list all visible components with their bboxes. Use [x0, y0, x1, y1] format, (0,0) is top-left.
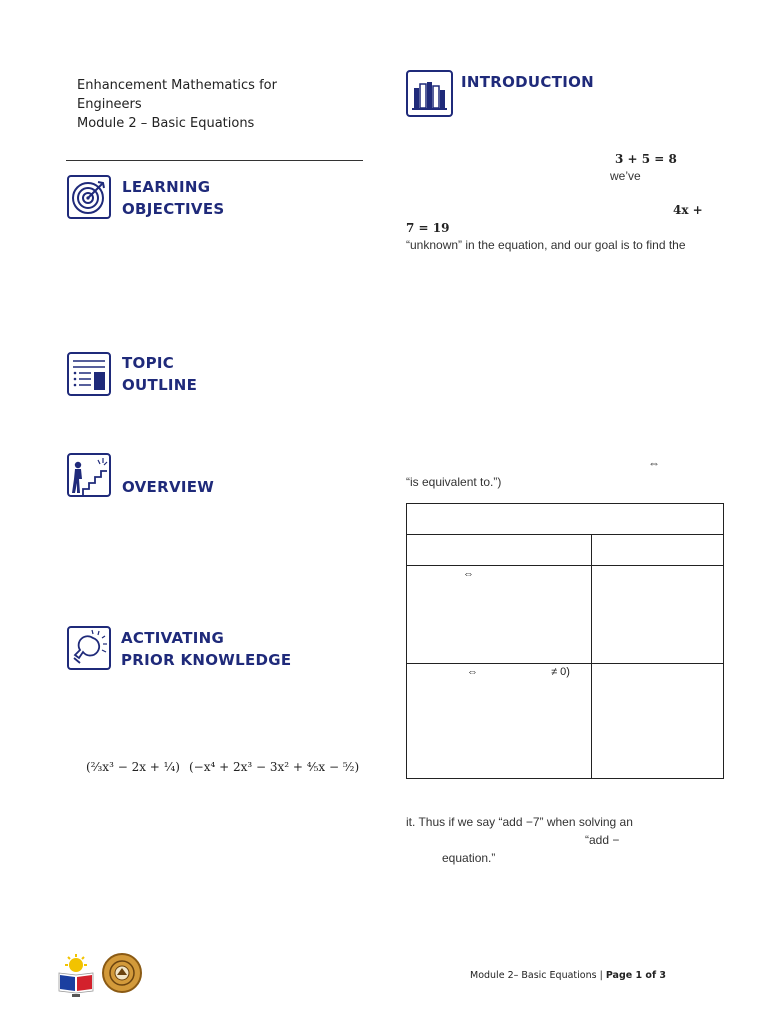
properties-table: [406, 503, 724, 779]
nonzero-condition: ≠ 0): [551, 666, 570, 678]
equivalence-text: “is equivalent to.”): [406, 475, 502, 489]
stairs-climber-icon: [67, 453, 111, 497]
government-seal-logo: [55, 953, 97, 997]
module-title: Module 2 – Basic Equations: [77, 116, 255, 131]
intro-text-weve: we’ve: [610, 169, 641, 183]
polynomial-1: (²⁄₃x³ − 2x + ¹⁄₄): [86, 760, 180, 774]
course-title-line-1: Enhancement Mathematics for: [77, 78, 277, 93]
polynomial-2: (−x⁴ + 2x³ − 3x² + ⁴⁄₅x − ⁵⁄₂): [189, 760, 360, 774]
page-footer: [470, 970, 666, 981]
equation-example-2b: 7 = 19: [406, 221, 450, 235]
intro-text-add: it. Thus if we say “add −7” when solving an: [406, 815, 633, 829]
equation-example-2a: 4x +: [673, 203, 703, 217]
intro-text-add-2: “add −: [585, 833, 620, 847]
lightbulb-icon: [67, 626, 111, 670]
table-row: [407, 566, 724, 664]
footer-separator: |: [599, 970, 603, 981]
table-cell: [592, 664, 724, 779]
outline-list-icon: [67, 352, 111, 396]
header-divider: [66, 160, 363, 161]
intro-text-equation: equation.”: [442, 851, 496, 865]
course-title: [77, 76, 357, 133]
equivalence-symbol: ⇔: [467, 666, 478, 678]
equivalence-symbol: ⇔: [648, 456, 660, 470]
table-cell: [407, 664, 592, 779]
equivalence-symbol: ⇔: [463, 568, 474, 580]
books-icon: [406, 70, 453, 117]
target-icon: [67, 175, 111, 219]
equation-example-1: 3 + 5 = 8: [615, 152, 677, 166]
table-cell: [407, 566, 592, 664]
overview-heading: OVERVIEW: [122, 478, 215, 496]
table-header-cell: [407, 535, 592, 566]
table-cell: [592, 566, 724, 664]
intro-text-unknown: “unknown” in the equation, and our goal is to find the: [406, 238, 686, 252]
learning-objectives-heading: LEARNING OBJECTIVES: [122, 178, 225, 218]
footer-page-number: Page 1 of 3: [605, 970, 667, 981]
course-title-line-2: Engineers: [77, 97, 142, 112]
university-seal-logo: [102, 953, 142, 993]
table-row: [407, 504, 724, 535]
activating-prior-knowledge-heading: ACTIVATING PRIOR KNOWLEDGE: [121, 629, 292, 669]
table-header-cell: [592, 535, 724, 566]
footer-module: Module 2– Basic Equations: [470, 970, 597, 981]
topic-outline-heading: TOPIC OUTLINE: [122, 354, 198, 394]
table-row: [407, 664, 724, 779]
table-row: [407, 535, 724, 566]
table-title-cell: [407, 504, 724, 535]
introduction-heading: INTRODUCTION: [461, 73, 595, 91]
